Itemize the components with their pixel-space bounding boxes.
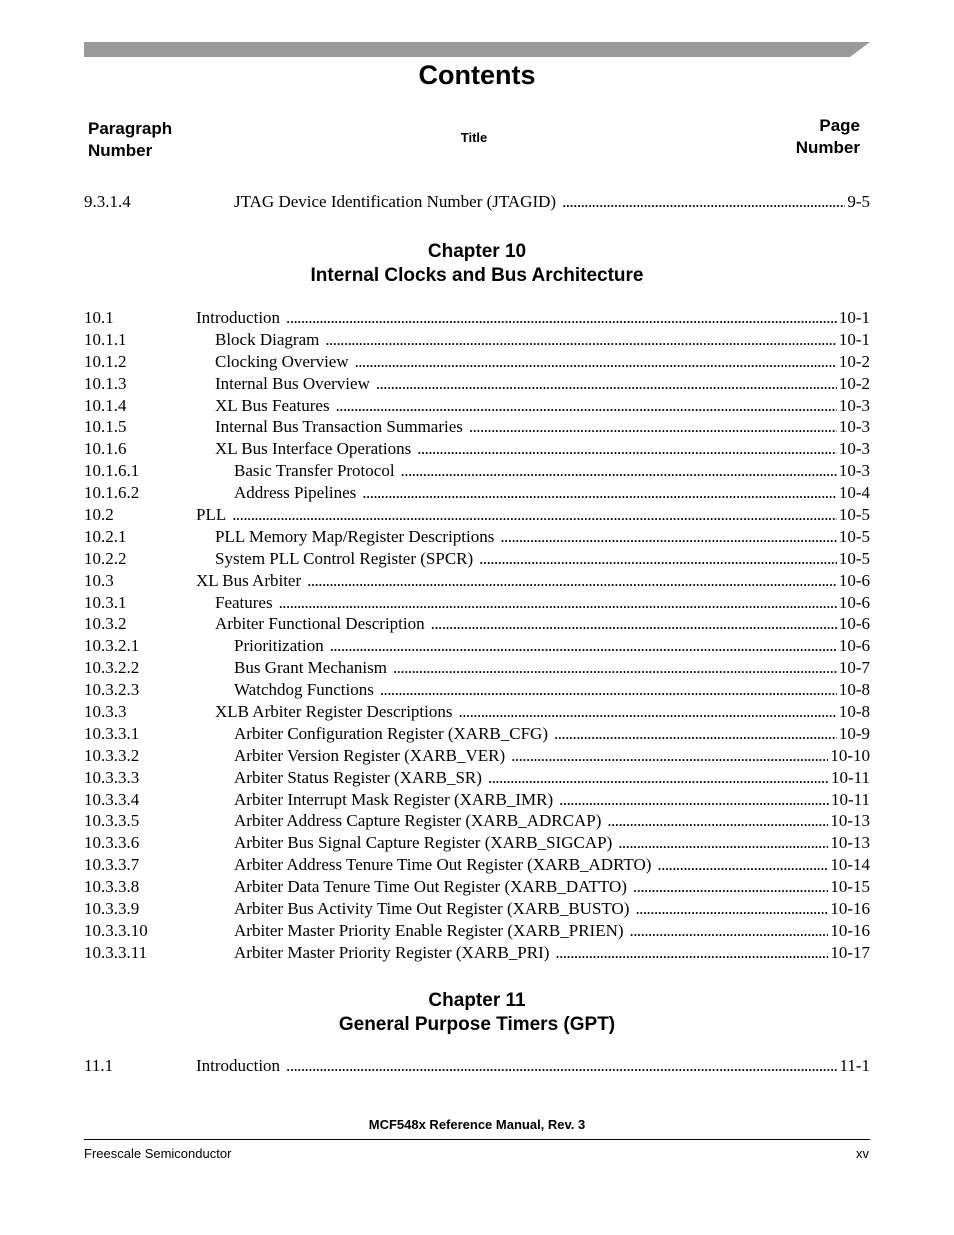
toc-entry[interactable] [84,745,870,767]
section-title: Arbiter Bus Activity Time Out Register (XARB_BUSTO) [234,899,630,919]
toc-entry[interactable] [84,657,870,679]
toc-entry[interactable] [84,701,870,723]
section-title: Arbiter Address Tenure Time Out Register (XARB_ADRTO) [234,855,652,875]
dot-leader [307,570,837,592]
section-number: 10.2.1 [84,526,127,546]
entry-line [215,548,870,570]
page-ref: 10-5 [838,548,870,568]
section-number: 10.2.2 [84,548,127,568]
dot-leader [325,329,836,351]
section-title: Arbiter Interrupt Mask Register (XARB_IMR) [234,789,554,809]
section-number: 10.3.2.1 [84,636,140,656]
section-number: 10.3.2.2 [84,658,140,678]
toc-entry[interactable] [84,635,870,657]
page-ref: 10-1 [838,329,870,349]
dot-leader [469,416,837,438]
section-number: 10.3.3.2 [84,745,140,765]
dot-leader [607,810,828,832]
page-ref: 10-11 [830,789,870,809]
entry-line [234,789,870,811]
dot-leader [355,351,837,373]
page-ref: 10-2 [838,351,870,371]
toc-entry[interactable] [84,898,870,920]
toc-entry[interactable] [84,1055,870,1077]
section-number: 10.3.1 [84,592,127,612]
section-number: 10.3.3.4 [84,789,140,809]
page-ref: 10-7 [838,658,870,678]
entry-line [215,526,870,548]
dot-leader [511,745,828,767]
dot-leader [330,635,837,657]
entry-line [215,351,870,373]
page-number: xv [856,1146,869,1161]
page-ref: 10-4 [838,483,870,503]
toc-entry[interactable] [84,329,870,351]
section-title: Features [215,592,273,612]
section-title: Bus Grant Mechanism [234,658,387,678]
section-number: 10.1.6.1 [84,461,140,481]
entry-line [234,482,870,504]
section-title: Arbiter Functional Description [215,614,425,634]
section-title: Watchdog Functions [234,680,374,700]
dot-leader [633,876,828,898]
dot-leader [393,657,837,679]
entry-line [234,635,870,657]
toc-entry[interactable] [84,679,870,701]
page-ref: 10-15 [830,877,870,897]
page-ref: 10-8 [838,702,870,722]
toc-entry[interactable] [84,416,870,438]
section-number: 10.3.3.1 [84,723,140,743]
section-title: Prioritization [234,636,324,656]
section-title: Address Pipelines [234,483,357,503]
paragraph-number-header: Paragraph Number [88,119,173,160]
section-title: Arbiter Status Register (XARB_SR) [234,767,482,787]
section-number: 10.1.2 [84,351,127,371]
entry-line [234,657,870,679]
entry-line [215,592,870,614]
toc-entry[interactable] [84,942,870,964]
page-ref: 10-16 [830,899,870,919]
toc-entry[interactable] [84,548,870,570]
page-ref: 10-6 [838,592,870,612]
toc-entry[interactable] [84,570,870,592]
section-title: Internal Bus Overview [215,373,370,393]
section-title: System PLL Control Register (SPCR) [215,548,474,568]
entry-line [234,876,870,898]
section-number: 10.1.6 [84,439,127,459]
section-number: 10.3.3.11 [84,942,148,962]
page-ref: 10-6 [838,614,870,634]
entry-line [234,679,870,701]
entry-line [196,570,870,592]
page-ref: 10-13 [830,833,870,853]
dot-leader [559,789,829,811]
page-ref: 10-17 [830,942,870,962]
entry-line [234,920,870,942]
section-number: 10.3.3.6 [84,833,140,853]
toc-entry[interactable] [84,438,870,460]
toc-chapter-10 [84,307,870,964]
section-number: 10.3.3.8 [84,877,140,897]
dot-leader [630,920,829,942]
page-ref: 11-1 [839,1056,870,1075]
page-ref: 10-3 [838,417,870,437]
entry-line [215,416,870,438]
section-number: 9.3.1.4 [84,192,131,211]
page-ref: 10-5 [838,526,870,546]
section-number: 10.3 [84,570,114,590]
section-title: Internal Bus Transaction Summaries [215,417,463,437]
dot-leader [401,460,837,482]
toc-entry[interactable] [84,920,870,942]
toc-entry[interactable] [84,854,870,876]
toc-entry[interactable] [84,789,870,811]
section-number: 10.3.3.9 [84,899,140,919]
toc-entry[interactable] [84,307,870,329]
page-title: Contents [418,60,536,90]
section-number: 10.1.4 [84,395,127,415]
page-ref: 10-5 [838,505,870,525]
dot-leader [555,942,828,964]
toc-entry[interactable] [84,395,870,417]
page-ref: 10-3 [838,395,870,415]
section-title: Introduction [196,308,281,327]
section-title: Arbiter Address Capture Register (XARB_ADRCAP) [234,811,602,831]
section-number: 10.1 [84,308,114,327]
entry-line [215,701,870,723]
page-ref: 10-10 [830,745,870,765]
section-number: 10.3.3.7 [84,855,140,875]
section-number: 10.3.3.3 [84,767,140,787]
page-ref: 10-3 [838,461,870,481]
toc-entry[interactable] [84,592,870,614]
entry-line [196,504,870,526]
entry-line [234,745,870,767]
entry-line [215,373,870,395]
section-title: XL Bus Interface Operations [215,439,412,459]
dot-leader [657,854,828,876]
section-title: Arbiter Version Register (XARB_VER) [234,745,506,765]
section-title: Arbiter Configuration Register (XARB_CFG) [234,723,548,743]
page-ref: 10-3 [838,439,870,459]
page-ref: 10-2 [838,373,870,393]
toc-entry[interactable] [84,876,870,898]
section-title: Basic Transfer Protocol [234,461,395,481]
toc-chapter-11 [84,1055,870,1077]
entry-line [234,942,870,964]
dot-leader [286,1055,837,1077]
section-title: Arbiter Bus Signal Capture Register (XARB_SIGCAP) [234,833,613,853]
section-title: Arbiter Master Priority Register (XARB_PRI) [234,942,550,962]
section-number: 10.2 [84,505,114,525]
section-number: 10.1.3 [84,373,127,393]
entry-line [234,854,870,876]
page-ref: 10-9 [838,723,870,743]
section-number: 10.3.3.10 [84,920,148,940]
dot-leader [376,373,837,395]
section-number: 10.3.3 [84,702,127,722]
dot-leader [380,679,837,701]
dot-leader [479,548,837,570]
entry-line [215,613,870,635]
entry-line [234,767,870,789]
toc-entry[interactable] [84,373,870,395]
page-ref: 10-6 [838,570,870,590]
section-number: 11.1 [84,1056,114,1075]
toc-entry[interactable] [84,723,870,745]
dot-leader [500,526,836,548]
section-title: Introduction [196,1056,281,1075]
page-ref: 10-14 [830,855,870,875]
dot-leader [279,592,837,614]
toc-entry[interactable] [84,613,870,635]
section-number: 10.1.6.2 [84,483,140,503]
entry-line [234,832,870,854]
entry-line [234,460,870,482]
toc-entry[interactable] [84,351,870,373]
toc-entry[interactable] [84,526,870,548]
dot-leader [488,767,829,789]
section-title: XL Bus Features [215,395,330,415]
entry-line [215,395,870,417]
entry-line [234,191,870,213]
section-number: 10.3.2.3 [84,680,140,700]
page-ref: 10-8 [838,680,870,700]
dot-leader [431,613,837,635]
title-header: Title [460,130,488,145]
toc-entry[interactable] [84,191,870,213]
chapter-10-heading: Chapter 10 Internal Clocks and Bus Architecture [310,241,644,286]
dot-leader [635,898,828,920]
toc-entry[interactable] [84,832,870,854]
entry-line [234,810,870,832]
toc-entry[interactable] [84,767,870,789]
dot-leader [417,438,837,460]
page-ref: 10-6 [838,636,870,656]
dot-leader [618,832,828,854]
page-ref: 9-5 [847,192,870,211]
toc-section-top [84,191,870,213]
section-number: 10.1.1 [84,329,127,349]
section-title: Clocking Overview [215,351,349,371]
section-title: XL Bus Arbiter [196,570,302,590]
toc-entry[interactable] [84,460,870,482]
entry-line [215,329,870,351]
page-ref: 10-1 [838,308,870,327]
section-number: 10.1.5 [84,417,127,437]
section-title: PLL Memory Map/Register Descriptions [215,526,495,546]
section-title: PLL [196,505,227,525]
section-number: 10.3.2 [84,614,127,634]
dot-leader [362,482,837,504]
section-title: Arbiter Data Tenure Time Out Register (XARB_DATTO) [234,877,627,897]
page-ref: 10-16 [830,920,870,940]
entry-line [196,307,870,329]
dot-leader [562,191,845,213]
footer-divider [84,1139,870,1140]
section-title: Arbiter Master Priority Enable Register (XARB_PRIEN) [234,920,624,940]
section-title: XLB Arbiter Register Descriptions [215,702,453,722]
entry-line [234,898,870,920]
toc-entry[interactable] [84,504,870,526]
manual-title: MCF548x Reference Manual, Rev. 3 [368,1117,586,1132]
dot-leader [286,307,837,329]
dot-leader [459,701,837,723]
entry-line [196,1055,870,1077]
toc-entry[interactable] [84,810,870,832]
toc-entry[interactable] [84,482,870,504]
entry-line [215,438,870,460]
dot-leader [232,504,837,526]
entry-line [234,723,870,745]
dot-leader [336,395,837,417]
section-title: JTAG Device Identification Number (JTAGID) [234,192,557,211]
publisher-name: Freescale Semiconductor [84,1146,232,1161]
page-number-header: Page Number [795,116,860,157]
header-banner [84,42,870,57]
page-ref: 10-13 [830,811,870,831]
section-number: 10.3.3.5 [84,811,140,831]
section-title: Block Diagram [215,329,320,349]
dot-leader [554,723,837,745]
page-ref: 10-11 [830,767,870,787]
chapter-11-heading: Chapter 11 General Purpose Timers (GPT) [338,990,616,1035]
